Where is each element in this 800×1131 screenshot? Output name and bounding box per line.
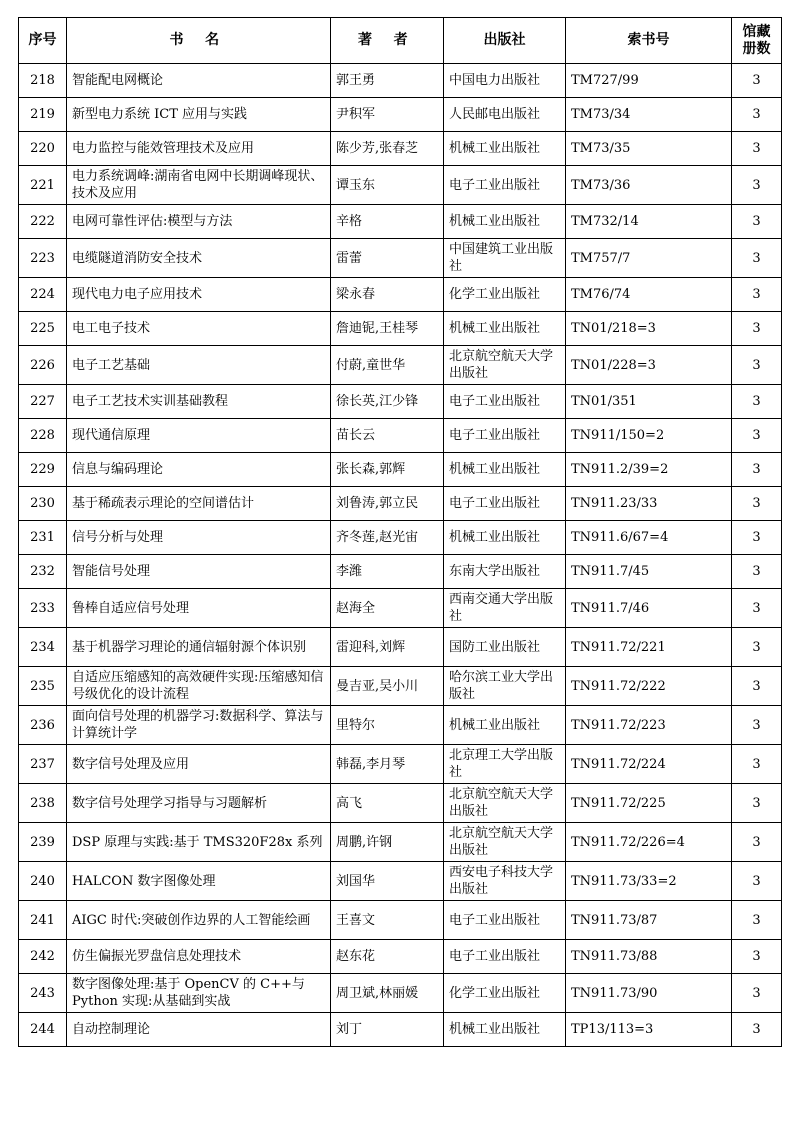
table-row xyxy=(19,239,782,278)
cell-title: 仿生偏振光罗盘信息处理技术 xyxy=(67,940,331,974)
cell-publisher: 北京航空航天大学出版社 xyxy=(444,784,566,823)
cell-copies: 3 xyxy=(732,385,782,419)
cell-call-number: TN911.73/88 xyxy=(566,940,732,974)
table-row xyxy=(19,385,782,419)
cell-author: 尹积军 xyxy=(331,98,444,132)
header-seq: 序号 xyxy=(19,18,67,64)
cell-seq: 223 xyxy=(19,239,67,278)
cell-call-number: TM73/35 xyxy=(566,132,732,166)
cell-author: 刘鲁涛,郭立民 xyxy=(331,487,444,521)
cell-seq: 224 xyxy=(19,278,67,312)
table-row xyxy=(19,98,782,132)
cell-title: 电工电子技术 xyxy=(67,312,331,346)
cell-copies: 3 xyxy=(732,278,782,312)
table-row xyxy=(19,64,782,98)
cell-author: 高飞 xyxy=(331,784,444,823)
cell-title: HALCON 数字图像处理 xyxy=(67,862,331,901)
cell-publisher: 东南大学出版社 xyxy=(444,555,566,589)
cell-call-number: TN911.72/222 xyxy=(566,667,732,706)
cell-seq: 244 xyxy=(19,1013,67,1047)
cell-author: 付蔚,童世华 xyxy=(331,346,444,385)
table-row xyxy=(19,901,782,940)
cell-seq: 220 xyxy=(19,132,67,166)
table-row xyxy=(19,667,782,706)
cell-copies: 3 xyxy=(732,239,782,278)
cell-publisher: 哈尔滨工业大学出版社 xyxy=(444,667,566,706)
cell-publisher: 电子工业出版社 xyxy=(444,166,566,205)
cell-publisher: 西安电子科技大学出版社 xyxy=(444,862,566,901)
cell-title: 现代通信原理 xyxy=(67,419,331,453)
cell-call-number: TN911.7/46 xyxy=(566,589,732,628)
cell-call-number: TN911.23/33 xyxy=(566,487,732,521)
cell-publisher: 国防工业出版社 xyxy=(444,628,566,667)
table-row xyxy=(19,1013,782,1047)
cell-title: 数字图像处理:基于 OpenCV 的 C++与 Python 实现:从基础到实战 xyxy=(67,974,331,1013)
cell-publisher: 化学工业出版社 xyxy=(444,974,566,1013)
cell-author: 周卫斌,林丽媛 xyxy=(331,974,444,1013)
table-row xyxy=(19,521,782,555)
cell-publisher: 机械工业出版社 xyxy=(444,312,566,346)
cell-publisher: 化学工业出版社 xyxy=(444,278,566,312)
cell-title: 电网可靠性评估:模型与方法 xyxy=(67,205,331,239)
cell-publisher: 电子工业出版社 xyxy=(444,940,566,974)
cell-call-number: TN911.72/226=4 xyxy=(566,823,732,862)
table-row xyxy=(19,555,782,589)
cell-publisher: 电子工业出版社 xyxy=(444,487,566,521)
cell-title: DSP 原理与实践:基于 TMS320F28x 系列 xyxy=(67,823,331,862)
cell-copies: 3 xyxy=(732,628,782,667)
cell-author: 韩磊,李月琴 xyxy=(331,745,444,784)
cell-title: 鲁棒自适应信号处理 xyxy=(67,589,331,628)
cell-author: 曼吉亚,吴小川 xyxy=(331,667,444,706)
cell-author: 张长森,郭辉 xyxy=(331,453,444,487)
cell-publisher: 电子工业出版社 xyxy=(444,385,566,419)
cell-call-number: TM727/99 xyxy=(566,64,732,98)
table-row xyxy=(19,784,782,823)
cell-call-number: TN911/150=2 xyxy=(566,419,732,453)
cell-author: 徐长英,江少锋 xyxy=(331,385,444,419)
header-call-number: 索书号 xyxy=(566,18,732,64)
cell-call-number: TN911.2/39=2 xyxy=(566,453,732,487)
cell-copies: 3 xyxy=(732,453,782,487)
cell-seq: 240 xyxy=(19,862,67,901)
table-row xyxy=(19,346,782,385)
cell-author: 梁永春 xyxy=(331,278,444,312)
cell-author: 李潍 xyxy=(331,555,444,589)
cell-call-number: TN911.6/67=4 xyxy=(566,521,732,555)
cell-call-number: TN911.72/224 xyxy=(566,745,732,784)
cell-copies: 3 xyxy=(732,784,782,823)
cell-title: 信息与编码理论 xyxy=(67,453,331,487)
cell-title: 自动控制理论 xyxy=(67,1013,331,1047)
cell-seq: 235 xyxy=(19,667,67,706)
cell-seq: 218 xyxy=(19,64,67,98)
cell-call-number: TN911.73/33=2 xyxy=(566,862,732,901)
cell-copies: 3 xyxy=(732,823,782,862)
cell-title: 新型电力系统 ICT 应用与实践 xyxy=(67,98,331,132)
cell-copies: 3 xyxy=(732,64,782,98)
cell-author: 王喜文 xyxy=(331,901,444,940)
cell-title: 现代电力电子应用技术 xyxy=(67,278,331,312)
cell-call-number: TN01/218=3 xyxy=(566,312,732,346)
table-row xyxy=(19,940,782,974)
header-publisher: 出版社 xyxy=(444,18,566,64)
cell-title: 信号分析与处理 xyxy=(67,521,331,555)
cell-seq: 237 xyxy=(19,745,67,784)
cell-copies: 3 xyxy=(732,901,782,940)
table-body xyxy=(19,64,782,1047)
cell-author: 谭玉东 xyxy=(331,166,444,205)
cell-title: 电子工艺技术实训基础教程 xyxy=(67,385,331,419)
cell-seq: 230 xyxy=(19,487,67,521)
cell-copies: 3 xyxy=(732,862,782,901)
cell-call-number: TN911.72/225 xyxy=(566,784,732,823)
table-row xyxy=(19,132,782,166)
header-copies-line2: 册数 xyxy=(742,40,771,57)
cell-copies: 3 xyxy=(732,974,782,1013)
cell-publisher: 机械工业出版社 xyxy=(444,706,566,745)
cell-call-number: TN01/351 xyxy=(566,385,732,419)
cell-call-number: TN01/228=3 xyxy=(566,346,732,385)
cell-author: 周鹏,许钢 xyxy=(331,823,444,862)
cell-copies: 3 xyxy=(732,98,782,132)
cell-author: 雷迎科,刘辉 xyxy=(331,628,444,667)
table-row xyxy=(19,862,782,901)
cell-title: 数字信号处理学习指导与习题解析 xyxy=(67,784,331,823)
header-title: 书 名 xyxy=(67,18,331,64)
cell-call-number: TN911.73/90 xyxy=(566,974,732,1013)
cell-publisher: 机械工业出版社 xyxy=(444,1013,566,1047)
cell-seq: 228 xyxy=(19,419,67,453)
cell-call-number: TP13/113=3 xyxy=(566,1013,732,1047)
cell-seq: 222 xyxy=(19,205,67,239)
cell-seq: 231 xyxy=(19,521,67,555)
cell-publisher: 机械工业出版社 xyxy=(444,205,566,239)
cell-copies: 3 xyxy=(732,667,782,706)
cell-copies: 3 xyxy=(732,589,782,628)
cell-copies: 3 xyxy=(732,132,782,166)
cell-seq: 243 xyxy=(19,974,67,1013)
table-row xyxy=(19,166,782,205)
cell-publisher: 机械工业出版社 xyxy=(444,132,566,166)
cell-title: 基于机器学习理论的通信辐射源个体识别 xyxy=(67,628,331,667)
table-row xyxy=(19,278,782,312)
cell-publisher: 西南交通大学出版社 xyxy=(444,589,566,628)
cell-author: 郭王勇 xyxy=(331,64,444,98)
cell-publisher: 电子工业出版社 xyxy=(444,901,566,940)
cell-author: 辛格 xyxy=(331,205,444,239)
table-row xyxy=(19,453,782,487)
table-row xyxy=(19,745,782,784)
cell-seq: 225 xyxy=(19,312,67,346)
cell-seq: 236 xyxy=(19,706,67,745)
cell-copies: 3 xyxy=(732,745,782,784)
cell-title: 自适应压缩感知的高效硬件实现:压缩感知信号级优化的设计流程 xyxy=(67,667,331,706)
cell-seq: 239 xyxy=(19,823,67,862)
cell-title: 电力监控与能效管理技术及应用 xyxy=(67,132,331,166)
cell-publisher: 中国建筑工业出版社 xyxy=(444,239,566,278)
cell-author: 刘丁 xyxy=(331,1013,444,1047)
cell-call-number: TN911.73/87 xyxy=(566,901,732,940)
header-author: 著 者 xyxy=(331,18,444,64)
cell-copies: 3 xyxy=(732,487,782,521)
cell-call-number: TN911.72/221 xyxy=(566,628,732,667)
cell-seq: 229 xyxy=(19,453,67,487)
table-row xyxy=(19,706,782,745)
cell-copies: 3 xyxy=(732,312,782,346)
cell-seq: 226 xyxy=(19,346,67,385)
header-copies-line1: 馆藏 xyxy=(742,23,771,40)
cell-title: 智能配电网概论 xyxy=(67,64,331,98)
cell-call-number: TN911.7/45 xyxy=(566,555,732,589)
header-row xyxy=(19,18,782,64)
cell-title: 基于稀疏表示理论的空间谱估计 xyxy=(67,487,331,521)
table-row xyxy=(19,205,782,239)
cell-copies: 3 xyxy=(732,205,782,239)
table-row xyxy=(19,823,782,862)
cell-call-number: TM76/74 xyxy=(566,278,732,312)
cell-seq: 238 xyxy=(19,784,67,823)
table-row xyxy=(19,974,782,1013)
cell-author: 赵东花 xyxy=(331,940,444,974)
cell-title: 智能信号处理 xyxy=(67,555,331,589)
cell-author: 刘国华 xyxy=(331,862,444,901)
cell-author: 陈少芳,张春芝 xyxy=(331,132,444,166)
cell-copies: 3 xyxy=(732,940,782,974)
cell-copies: 3 xyxy=(732,1013,782,1047)
header-copies xyxy=(732,18,782,64)
cell-author: 詹迪铌,王桂琴 xyxy=(331,312,444,346)
cell-call-number: TM732/14 xyxy=(566,205,732,239)
cell-seq: 219 xyxy=(19,98,67,132)
cell-copies: 3 xyxy=(732,706,782,745)
cell-publisher: 中国电力出版社 xyxy=(444,64,566,98)
table-row xyxy=(19,312,782,346)
cell-seq: 221 xyxy=(19,166,67,205)
cell-publisher: 机械工业出版社 xyxy=(444,453,566,487)
cell-copies: 3 xyxy=(732,346,782,385)
cell-author: 雷蕾 xyxy=(331,239,444,278)
cell-publisher: 北京航空航天大学出版社 xyxy=(444,346,566,385)
cell-copies: 3 xyxy=(732,419,782,453)
cell-call-number: TN911.72/223 xyxy=(566,706,732,745)
table-row xyxy=(19,628,782,667)
cell-author: 里特尔 xyxy=(331,706,444,745)
cell-author: 齐冬莲,赵光宙 xyxy=(331,521,444,555)
cell-publisher: 北京航空航天大学出版社 xyxy=(444,823,566,862)
table-row xyxy=(19,589,782,628)
cell-title: AIGC 时代:突破创作边界的人工智能绘画 xyxy=(67,901,331,940)
cell-publisher: 电子工业出版社 xyxy=(444,419,566,453)
cell-seq: 233 xyxy=(19,589,67,628)
table-row xyxy=(19,487,782,521)
cell-publisher: 机械工业出版社 xyxy=(444,521,566,555)
cell-call-number: TM73/36 xyxy=(566,166,732,205)
table-row xyxy=(19,419,782,453)
cell-title: 数字信号处理及应用 xyxy=(67,745,331,784)
cell-call-number: TM73/34 xyxy=(566,98,732,132)
cell-copies: 3 xyxy=(732,555,782,589)
cell-seq: 242 xyxy=(19,940,67,974)
cell-call-number: TM757/7 xyxy=(566,239,732,278)
cell-copies: 3 xyxy=(732,166,782,205)
cell-publisher: 人民邮电出版社 xyxy=(444,98,566,132)
cell-author: 赵海全 xyxy=(331,589,444,628)
cell-title: 面向信号处理的机器学习:数据科学、算法与计算统计学 xyxy=(67,706,331,745)
cell-publisher: 北京理工大学出版社 xyxy=(444,745,566,784)
cell-seq: 241 xyxy=(19,901,67,940)
cell-copies: 3 xyxy=(732,521,782,555)
cell-author: 苗长云 xyxy=(331,419,444,453)
cell-seq: 227 xyxy=(19,385,67,419)
cell-title: 电力系统调峰:湖南省电网中长期调峰现状、技术及应用 xyxy=(67,166,331,205)
cell-title: 电缆隧道消防安全技术 xyxy=(67,239,331,278)
cell-seq: 234 xyxy=(19,628,67,667)
book-list-table xyxy=(18,17,782,1047)
cell-seq: 232 xyxy=(19,555,67,589)
cell-title: 电子工艺基础 xyxy=(67,346,331,385)
